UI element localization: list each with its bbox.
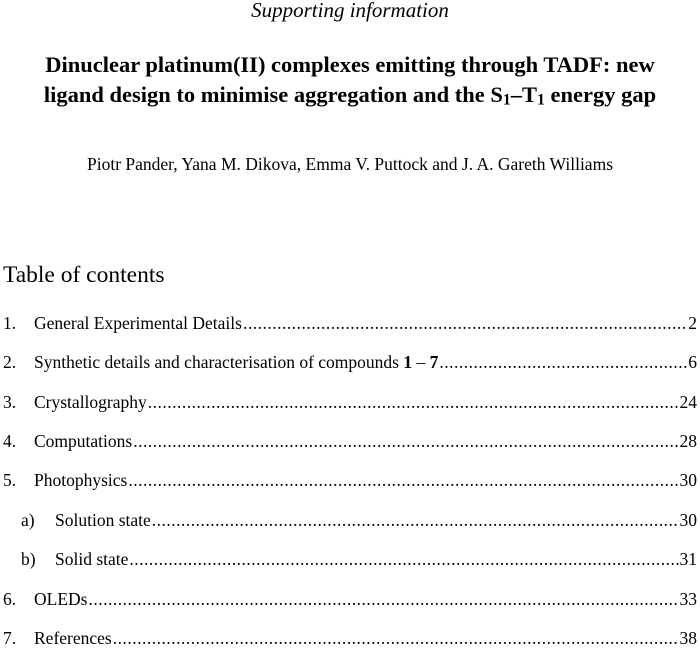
toc-entry-page: 31 xyxy=(679,549,697,569)
toc-entry-label xyxy=(34,350,438,374)
toc-entry-label: General Experimental Details xyxy=(34,313,242,333)
toc-heading: Table of contents xyxy=(3,262,165,288)
toc-label-text: Synthetic details and characterisation of compounds xyxy=(34,352,404,372)
paper-title xyxy=(0,50,700,110)
toc-entry-page: 2 xyxy=(688,313,697,333)
title-line-2-start: ligand design to minimise aggregation and the S xyxy=(43,82,503,107)
toc-entry-oleds[interactable] xyxy=(3,587,697,611)
toc-entry-page: 30 xyxy=(679,470,697,490)
toc-entry-label: Crystallography xyxy=(34,392,147,412)
toc-entry-number: 6. xyxy=(3,589,17,609)
title-subscript-s1: 1 xyxy=(502,91,511,109)
toc-entry-solution-state[interactable] xyxy=(21,508,697,532)
toc-entry-crystallography[interactable] xyxy=(3,390,697,414)
toc-entry-label: References xyxy=(34,628,112,648)
toc-entry-solid-state[interactable] xyxy=(21,547,697,571)
toc-entry-label: OLEDs xyxy=(34,589,88,609)
toc-entry-computations[interactable] xyxy=(3,429,697,453)
toc-entry-number: 5. xyxy=(3,470,17,490)
toc-entry-page: 38 xyxy=(679,628,697,648)
toc-dot-leader xyxy=(439,350,687,374)
author-list: Piotr Pander, Yana M. Dikova, Emma V. Puttock and J. A. Gareth Williams xyxy=(87,154,613,174)
toc-entry-number: 2. xyxy=(3,352,17,372)
toc-entry-number: 1. xyxy=(3,313,17,333)
toc-entry-page: 28 xyxy=(679,431,697,451)
toc-entry-page: 30 xyxy=(679,510,697,530)
toc-dot-leader xyxy=(152,508,679,532)
toc-label-dash: – xyxy=(412,352,430,372)
toc-entry-number: 4. xyxy=(3,431,17,451)
toc-entry-number: 3. xyxy=(3,392,17,412)
toc-entry-page: 24 xyxy=(679,392,697,412)
toc-entry-label: Photophysics xyxy=(34,470,128,490)
toc-entry-page: 33 xyxy=(679,589,697,609)
toc-dot-leader xyxy=(88,587,678,611)
toc-entry-general-experimental[interactable] xyxy=(3,311,697,335)
title-line-1: Dinuclear platinum(II) complexes emitting through TADF: new xyxy=(45,52,655,77)
compound-number-7: 7 xyxy=(429,352,439,372)
toc-dot-leader xyxy=(148,390,679,414)
toc-dot-leader xyxy=(133,429,678,453)
toc-entry-label: Computations xyxy=(34,431,133,451)
supporting-information-header: Supporting information xyxy=(251,0,449,22)
title-line-2 xyxy=(0,80,700,110)
toc-entry-references[interactable] xyxy=(3,626,697,650)
title-line-2-end: energy gap xyxy=(544,82,657,107)
toc-dot-leader xyxy=(113,626,679,650)
title-subscript-t1: 1 xyxy=(537,91,545,109)
toc-entry-number: a) xyxy=(21,510,35,530)
title-dash-t: –T xyxy=(510,82,538,107)
toc-entry-label: Solid state xyxy=(55,549,129,569)
toc-entry-synthetic-details[interactable] xyxy=(3,350,697,374)
toc-dot-leader xyxy=(128,468,678,492)
toc-entry-photophysics[interactable] xyxy=(3,468,697,492)
toc-dot-leader xyxy=(243,311,687,335)
toc-entry-number: b) xyxy=(21,549,36,569)
toc-dot-leader xyxy=(129,547,678,571)
toc-entry-label: Solution state xyxy=(55,510,151,530)
toc-entry-page: 6 xyxy=(688,352,697,372)
compound-number-1: 1 xyxy=(403,352,413,372)
toc-entry-number: 7. xyxy=(3,628,17,648)
